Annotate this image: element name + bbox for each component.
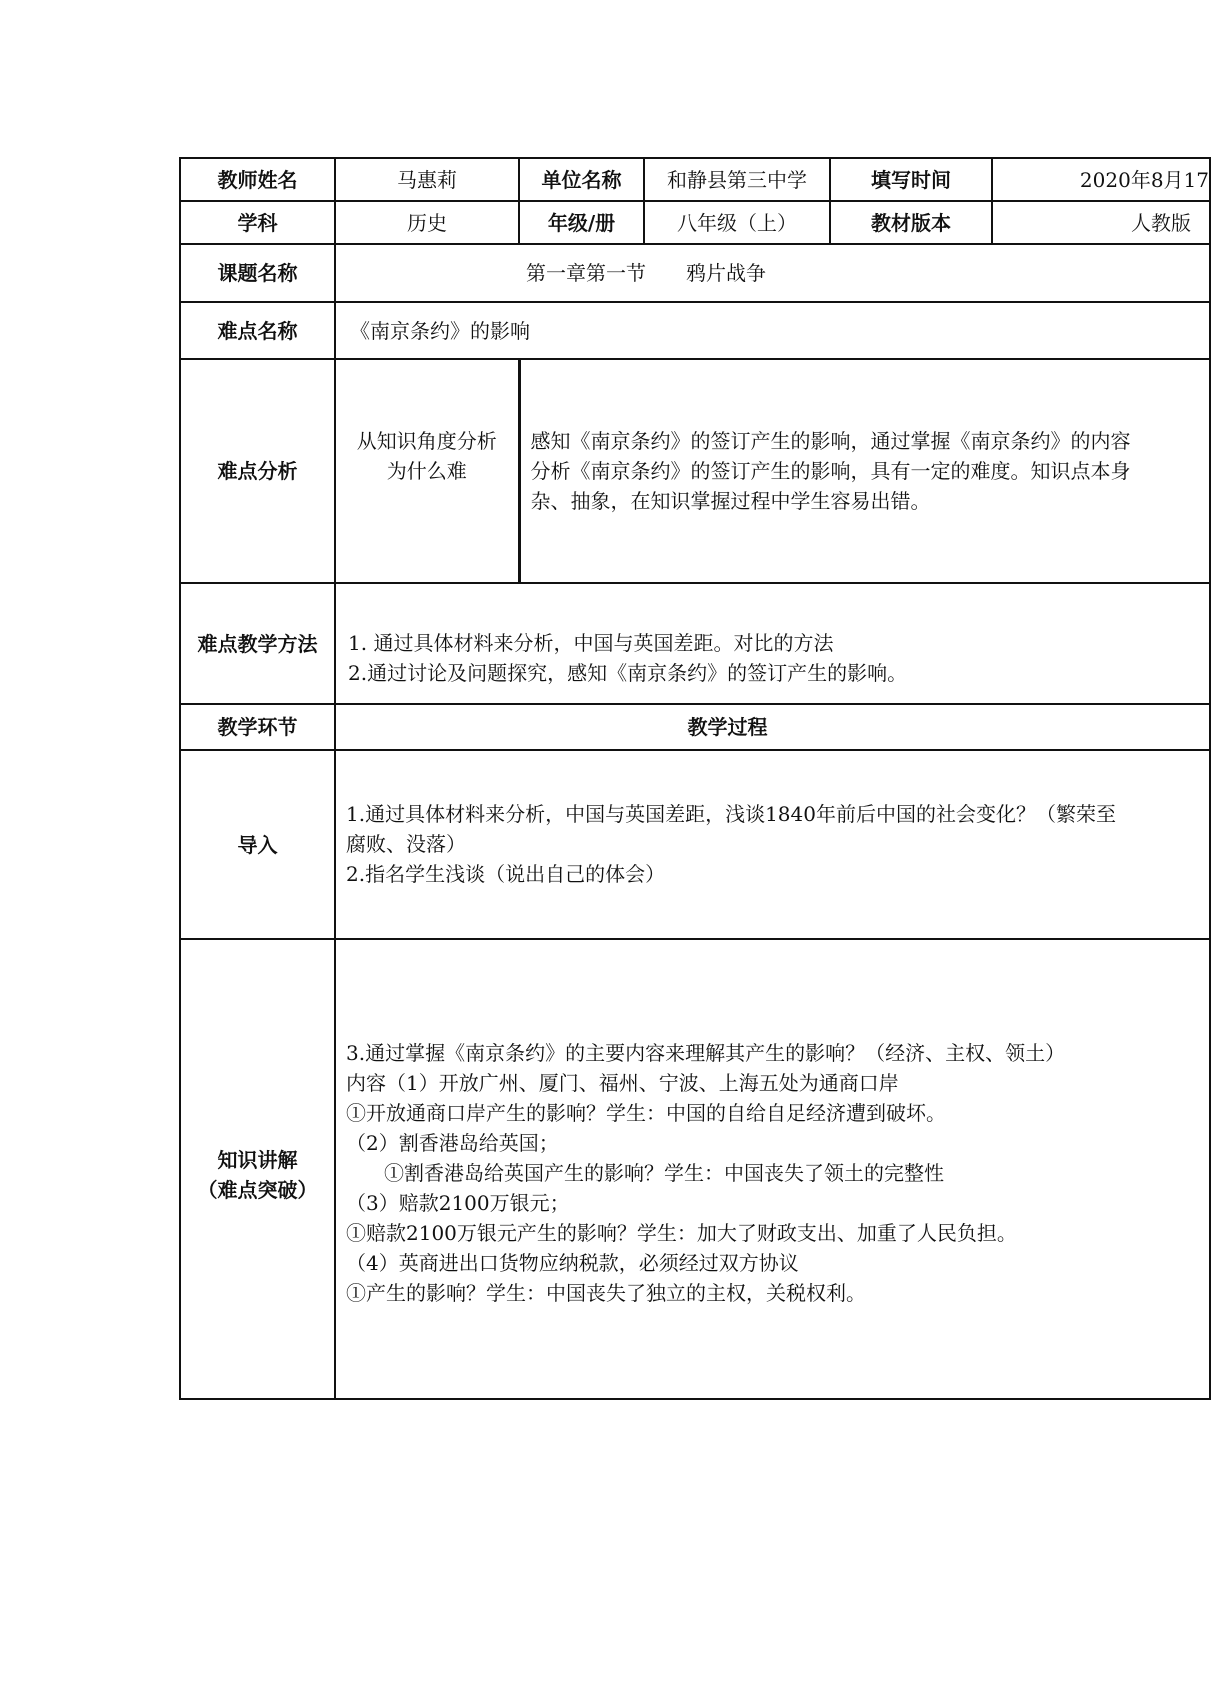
intro-row [180, 750, 1210, 939]
teacher-name-label: 教师姓名 [180, 158, 335, 201]
knowledge-line-3: ①开放通商口岸产生的影响？学生：中国的自给自足经济遭到破坏。 [346, 1101, 946, 1125]
grade-value: 八年级（上） [644, 201, 830, 244]
difficulty-row [180, 302, 1210, 359]
lesson-plan-table [179, 157, 1211, 1400]
analysis-row [180, 359, 1210, 583]
method-row [180, 583, 1210, 704]
difficulty-value: 《南京条约》的影响 [335, 302, 1210, 359]
teacher-name-value: 马惠莉 [335, 158, 519, 201]
fill-time-text: 2020年8月17 [1079, 167, 1209, 192]
subject-label: 学科 [180, 201, 335, 244]
knowledge-line-8: （4）英商进出口货物应纳税款，必须经过双方协议 [346, 1251, 799, 1275]
topic-label: 课题名称 [180, 244, 335, 302]
analysis-line-2: 分析《南京条约》的签订产生的影响，具有一定的难度。知识点本身 [530, 459, 1131, 483]
analysis-sublabel [335, 359, 519, 583]
method-content [335, 583, 1210, 704]
process-header-row [180, 704, 1210, 750]
edition-value: 人教版 [992, 201, 1210, 244]
intro-line-3: 2.指名学生浅谈（说出自己的体会） [346, 862, 666, 886]
knowledge-row [180, 939, 1210, 1399]
analysis-sublabel-line1: 从知识角度分析 [356, 429, 497, 453]
method-line-2: 2.通过讨论及问题探究，感知《南京条约》的签订产生的影响。 [348, 661, 908, 685]
knowledge-label-line1: 知识讲解 [217, 1148, 298, 1172]
unit-name-value: 和静县第三中学 [644, 158, 830, 201]
analysis-line-3: 杂、抽象，在知识掌握过程中学生容易出错。 [530, 489, 931, 513]
difficulty-label: 难点名称 [180, 302, 335, 359]
intro-line-2: 腐败、没落） [346, 832, 466, 856]
knowledge-line-1: 3.通过掌握《南京条约》的主要内容来理解其产生的影响？（经济、主权、领土） [346, 1041, 1066, 1065]
knowledge-label-line2: （难点突破） [197, 1178, 318, 1202]
topic-value: 第一章第一节 鸦片战争 [335, 244, 1210, 302]
analysis-content [519, 359, 1210, 583]
intro-content [335, 750, 1210, 939]
knowledge-line-5: ①割香港岛给英国产生的影响？学生：中国丧失了领土的完整性 [384, 1161, 944, 1185]
method-line-1: 1. 通过具体材料来分析，中国与英国差距。对比的方法 [348, 631, 834, 655]
subject-value: 历史 [335, 201, 519, 244]
knowledge-line-6: （3）赔款2100万银元； [346, 1191, 570, 1215]
fill-time-label: 填写时间 [830, 158, 992, 201]
method-label: 难点教学方法 [180, 583, 335, 704]
intro-line-1: 1.通过具体材料来分析，中国与英国差距，浅谈1840年前后中国的社会变化？（繁荣至 [346, 802, 1116, 826]
grade-label: 年级/册 [519, 201, 644, 244]
stage-label: 教学环节 [180, 704, 335, 750]
fill-time-value [992, 158, 1210, 201]
intro-label: 导入 [180, 750, 335, 939]
knowledge-content [335, 939, 1210, 1399]
knowledge-label [180, 939, 335, 1399]
edition-label: 教材版本 [830, 201, 992, 244]
knowledge-line-7: ①赔款2100万银元产生的影响？学生：加大了财政支出、加重了人民负担。 [346, 1221, 1017, 1245]
knowledge-line-2: 内容（1）开放广州、厦门、福州、宁波、上海五处为通商口岸 [346, 1071, 899, 1095]
knowledge-line-9: ①产生的影响？学生：中国丧失了独立的主权，关税权利。 [346, 1281, 866, 1305]
header-row-2 [180, 201, 1210, 244]
analysis-sublabel-line2: 为什么难 [386, 459, 467, 483]
knowledge-line-4: （2）割香港岛给英国； [346, 1131, 559, 1155]
header-row-1 [180, 158, 1210, 201]
analysis-line-1: 感知《南京条约》的签订产生的影响，通过掌握《南京条约》的内容 [530, 429, 1131, 453]
topic-row [180, 244, 1210, 302]
analysis-label: 难点分析 [180, 359, 335, 583]
unit-name-label: 单位名称 [519, 158, 644, 201]
process-label: 教学过程 [335, 704, 1210, 750]
